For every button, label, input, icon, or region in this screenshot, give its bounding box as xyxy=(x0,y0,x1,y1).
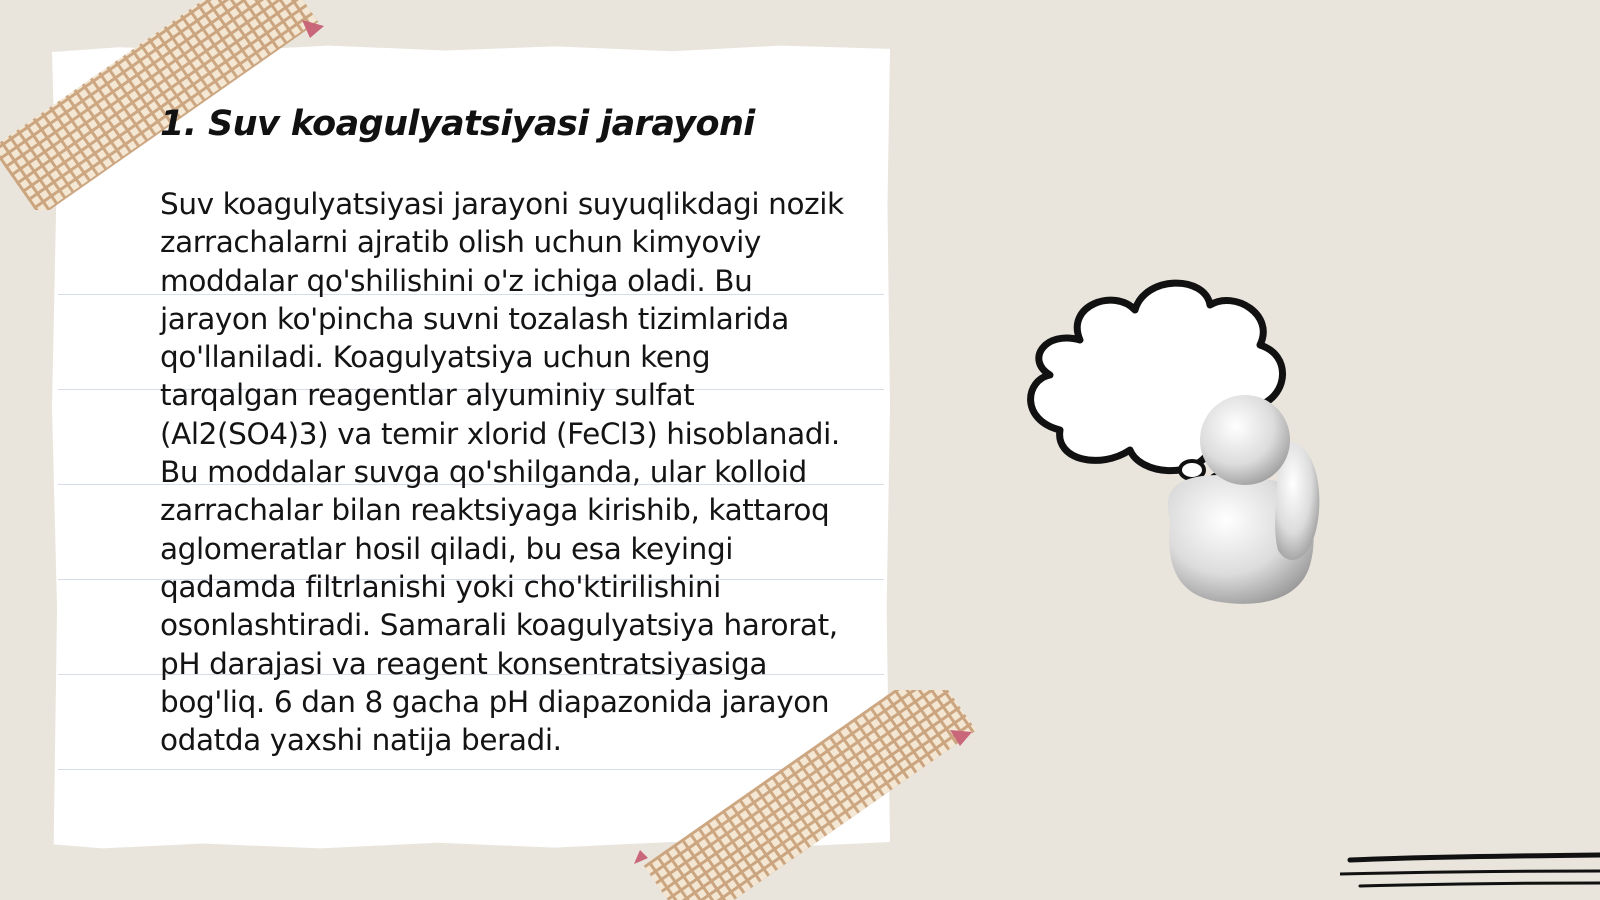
body-paragraph: Suv koagulyatsiyasi jarayoni suyuqlikdagi nozik zarrachalarni ajratib olish uchun kimyoviy moddalar qo'shilishini o'z ichiga oladi. Bu jarayon ko'pincha suvni tozalash tizimlarida qo'llaniladi. Koagulyatsiya uchun keng tarqalgan reagentlar alyuminiy sulfat (Al2(SO4)3) va temir xlorid (FeCl3) hisoblanadi. Bu moddalar suvga qo'shilganda, ular kolloid zarrachalar bilan reaktsiyaga kirishib, kattaroq aglomeratlar hosil qiladi, bu esa keyingi qadamda filtrlanishi yoki cho'ktirilishini osonlashtiradi. Samarali koagulyatsiya harorat, pH darajasi va reagent konsentratsiyasiga bog'liq. 6 dan 8 gacha pH diapazonida jarayon odatda yaxshi natija beradi. xyxy=(160,187,844,758)
thinking-figure-illustration xyxy=(1020,270,1350,620)
decorative-lines-icon xyxy=(1340,840,1600,900)
slide-title: 1. Suv koagulyatsiyasi jarayoni xyxy=(160,104,755,144)
